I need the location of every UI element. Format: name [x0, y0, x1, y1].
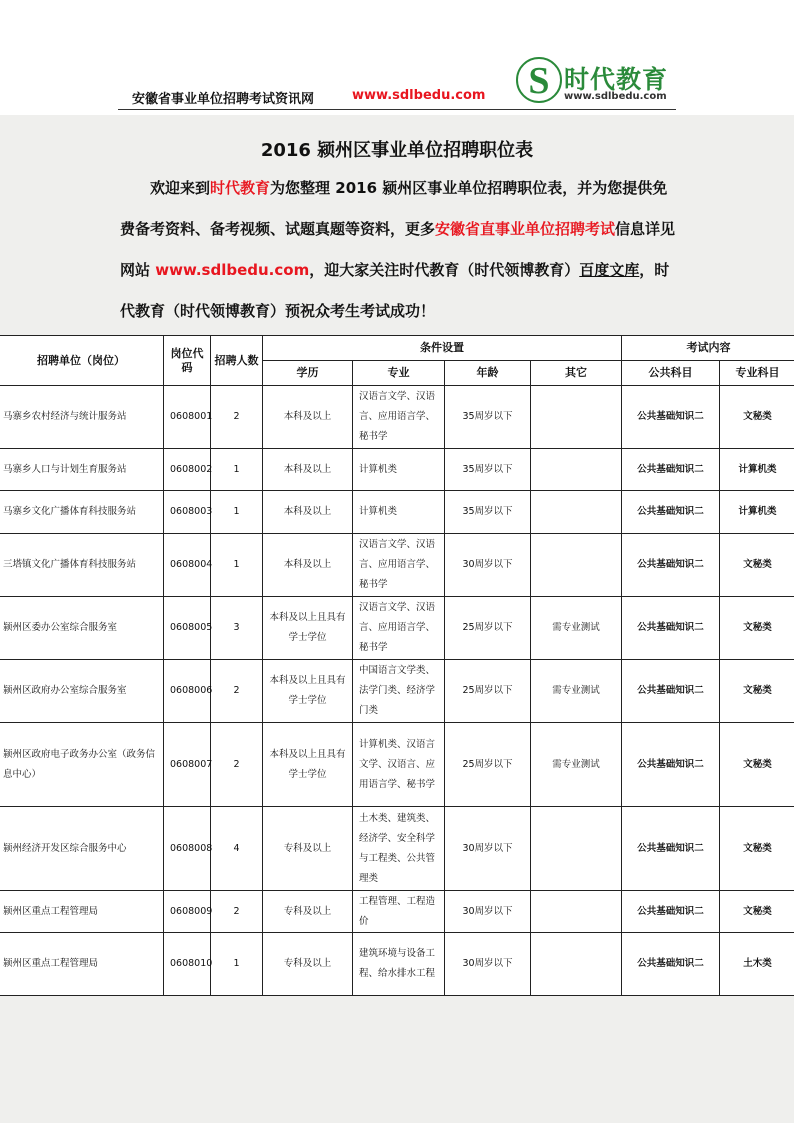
cell-age: 35周岁以下 [445, 386, 531, 449]
cell-specialty: 文秘类 [720, 807, 794, 891]
site-name: 安徽省事业单位招聘考试资讯网 [132, 92, 315, 107]
cell-unit: 颍州区政府电子政务办公室（政务信息中心） [0, 723, 164, 807]
cell-public: 公共基础知识二 [622, 723, 720, 807]
cell-specialty: 土木类 [720, 933, 794, 996]
header-public: 公共科目 [622, 361, 720, 386]
cell-unit: 马寨乡农村经济与统计服务站 [0, 386, 164, 449]
header-exam: 考试内容 [622, 336, 794, 361]
cell-code: 0608004 [164, 534, 211, 597]
intro-paragraph [120, 168, 678, 332]
logo-text: 时代教育 [564, 65, 669, 94]
cell-edu: 本科及以上且具有学士学位 [263, 660, 353, 723]
intro-text-3: 信息详见网站 [120, 220, 676, 279]
website-link[interactable]: www.sdlbedu.com [155, 261, 310, 279]
header-code: 岗位代码 [164, 336, 211, 386]
cell-other [531, 933, 622, 996]
cell-specialty: 文秘类 [720, 723, 794, 807]
cell-major: 计算机类 [353, 491, 445, 534]
cell-other: 需专业测试 [531, 723, 622, 807]
cell-edu: 本科及以上 [263, 449, 353, 491]
cell-specialty: 文秘类 [720, 534, 794, 597]
table-row [0, 807, 794, 891]
cell-code: 0608001 [164, 386, 211, 449]
header-specialty: 专业科目 [720, 361, 794, 386]
cell-count: 1 [211, 933, 263, 996]
cell-public: 公共基础知识二 [622, 597, 720, 660]
cell-edu: 专科及以上 [263, 933, 353, 996]
cell-code: 0608005 [164, 597, 211, 660]
logo-url: www.sdlbedu.com [564, 91, 667, 102]
header-age: 年龄 [445, 361, 531, 386]
positions-table [0, 335, 794, 996]
header-unit: 招聘单位（岗位） [0, 336, 164, 386]
cell-major: 汉语言文学、汉语言、应用语言学、秘书学 [353, 597, 445, 660]
cell-age: 35周岁以下 [445, 449, 531, 491]
cell-major: 计算机类 [353, 449, 445, 491]
intro-text-1: 欢迎来到 [150, 179, 211, 197]
cell-major: 计算机类、汉语言文学、汉语言、应用语言学、秘书学 [353, 723, 445, 807]
cell-public: 公共基础知识二 [622, 891, 720, 933]
cell-edu: 本科及以上且具有学士学位 [263, 723, 353, 807]
cell-edu: 专科及以上 [263, 807, 353, 891]
cell-other [531, 491, 622, 534]
cell-unit: 颍州区委办公室综合服务室 [0, 597, 164, 660]
cell-specialty: 计算机类 [720, 449, 794, 491]
cell-edu: 专科及以上 [263, 891, 353, 933]
cell-unit: 颍州区政府办公室综合服务室 [0, 660, 164, 723]
table-row [0, 449, 794, 491]
cell-count: 2 [211, 723, 263, 807]
svg-text:S: S [528, 60, 550, 102]
cell-edu: 本科及以上 [263, 534, 353, 597]
intro-text-2: 为您整理 2016 颍州区事业单位招聘职位表，并为您提供免费备考资料、备考视频、试题真题等资料，更多 [120, 179, 668, 238]
cell-specialty: 文秘类 [720, 597, 794, 660]
cell-count: 1 [211, 491, 263, 534]
cell-other [531, 386, 622, 449]
table-row [0, 660, 794, 723]
baidu-wenku-link[interactable]: 百度文库 [579, 261, 640, 279]
cell-age: 35周岁以下 [445, 491, 531, 534]
header-count: 招聘人数 [211, 336, 263, 386]
cell-code: 0608006 [164, 660, 211, 723]
table-row [0, 723, 794, 807]
cell-public: 公共基础知识二 [622, 807, 720, 891]
cell-public: 公共基础知识二 [622, 386, 720, 449]
cell-age: 30周岁以下 [445, 891, 531, 933]
cell-major: 中国语言文学类、法学门类、经济学门类 [353, 660, 445, 723]
cell-edu: 本科及以上 [263, 386, 353, 449]
cell-other [531, 449, 622, 491]
cell-major: 汉语言文学、汉语言、应用语言学、秘书学 [353, 386, 445, 449]
cell-age: 25周岁以下 [445, 723, 531, 807]
table-row [0, 891, 794, 933]
cell-code: 0608008 [164, 807, 211, 891]
cell-public: 公共基础知识二 [622, 491, 720, 534]
cell-specialty: 文秘类 [720, 386, 794, 449]
intro-text-4: ，迎大家关注时代教育（时代领博教育） [309, 261, 580, 279]
cell-unit: 三塔镇文化广播体育科技服务站 [0, 534, 164, 597]
cell-count: 2 [211, 660, 263, 723]
header-edu: 学历 [263, 361, 353, 386]
cell-public: 公共基础知识二 [622, 534, 720, 597]
cell-specialty: 文秘类 [720, 660, 794, 723]
cell-age: 30周岁以下 [445, 534, 531, 597]
cell-age: 30周岁以下 [445, 807, 531, 891]
logo-s-icon [516, 56, 562, 104]
cell-public: 公共基础知识二 [622, 660, 720, 723]
cell-public: 公共基础知识二 [622, 449, 720, 491]
cell-unit: 马寨乡文化广播体育科技服务站 [0, 491, 164, 534]
site-url-link[interactable]: www.sdlbedu.com [352, 88, 486, 103]
cell-code: 0608003 [164, 491, 211, 534]
header-conditions: 条件设置 [263, 336, 622, 361]
header-other: 其它 [531, 361, 622, 386]
cell-count: 4 [211, 807, 263, 891]
cell-unit: 颍州区重点工程管理局 [0, 933, 164, 996]
header-divider [118, 109, 676, 110]
cell-major: 土木类、建筑类、经济学、安全科学与工程类、公共管理类 [353, 807, 445, 891]
cell-unit: 马寨乡人口与计划生育服务站 [0, 449, 164, 491]
cell-code: 0608002 [164, 449, 211, 491]
cell-count: 2 [211, 891, 263, 933]
cell-age: 30周岁以下 [445, 933, 531, 996]
cell-age: 25周岁以下 [445, 597, 531, 660]
logo [516, 56, 676, 106]
cell-code: 0608007 [164, 723, 211, 807]
header-major: 专业 [353, 361, 445, 386]
table-row [0, 933, 794, 996]
cell-count: 3 [211, 597, 263, 660]
cell-edu: 本科及以上 [263, 491, 353, 534]
table-row [0, 534, 794, 597]
cell-code: 0608009 [164, 891, 211, 933]
cell-count: 1 [211, 449, 263, 491]
cell-unit: 颍州经济开发区综合服务中心 [0, 807, 164, 891]
cell-public: 公共基础知识二 [622, 933, 720, 996]
cell-count: 2 [211, 386, 263, 449]
cell-major: 工程管理、工程造价 [353, 891, 445, 933]
cell-other [531, 807, 622, 891]
cell-major: 建筑环境与设备工程、给水排水工程 [353, 933, 445, 996]
intro-text-5: ，时代教育（时代领博教育）预祝众考生考试成功！ [120, 261, 670, 320]
cell-other: 需专业测试 [531, 660, 622, 723]
table-row [0, 597, 794, 660]
exam-link[interactable]: 安徽省直事业单位招聘考试 [435, 220, 616, 238]
cell-specialty: 文秘类 [720, 891, 794, 933]
cell-specialty: 计算机类 [720, 491, 794, 534]
cell-count: 1 [211, 534, 263, 597]
cell-other [531, 891, 622, 933]
cell-edu: 本科及以上且具有学士学位 [263, 597, 353, 660]
cell-age: 25周岁以下 [445, 660, 531, 723]
cell-other: 需专业测试 [531, 597, 622, 660]
table-row [0, 491, 794, 534]
cell-code: 0608010 [164, 933, 211, 996]
table-row [0, 386, 794, 449]
cell-unit: 颍州区重点工程管理局 [0, 891, 164, 933]
brand-link[interactable]: 时代教育 [210, 179, 271, 197]
cell-other [531, 534, 622, 597]
cell-major: 汉语言文学、汉语言、应用语言学、秘书学 [353, 534, 445, 597]
page-title: 2016 颍州区事业单位招聘职位表 [260, 140, 534, 161]
